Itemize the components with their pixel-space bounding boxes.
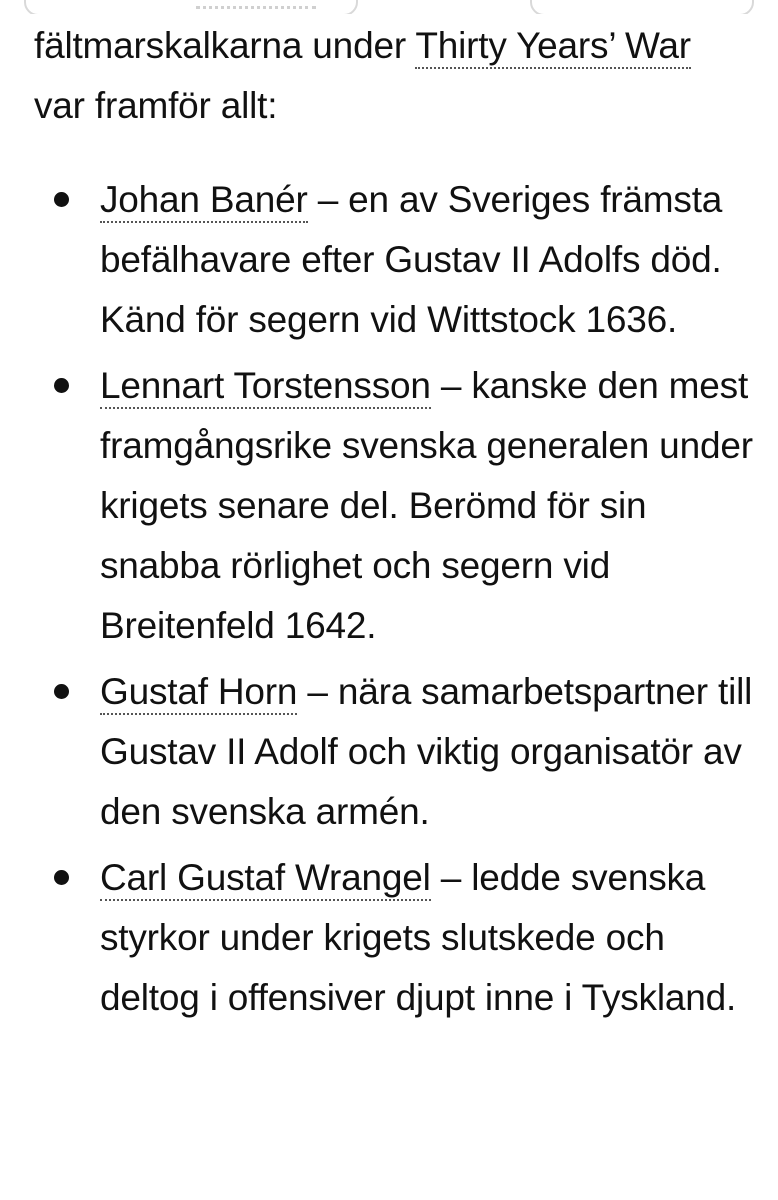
person-link-johan-baner[interactable]: Johan Banér — [100, 179, 308, 223]
intro-prefix: fältmarskalkarna under — [34, 25, 416, 66]
answer-content — [34, 16, 764, 1034]
list-item — [34, 170, 764, 350]
bullet-icon — [54, 378, 69, 393]
list-item — [34, 848, 764, 1028]
bullet-icon — [54, 684, 69, 699]
person-link-gustaf-horn[interactable]: Gustaf Horn — [100, 671, 297, 715]
bullet-icon — [54, 192, 69, 207]
item-description: – ledde svenska styrkor under krigets slutskede och deltog i offensiver djupt inne i Tyskland. — [100, 857, 737, 1018]
intro-paragraph — [34, 16, 764, 136]
thirty-years-war-link[interactable]: Thirty Years’ War — [415, 25, 691, 69]
intro-suffix: var framför allt: — [34, 85, 278, 126]
item-description: – en av Sveriges främsta befälhavare efter Gustav II Adolfs död. Känd för segern vid Wittstock 1636. — [100, 179, 723, 340]
bullet-icon — [54, 870, 69, 885]
list-item — [34, 662, 764, 842]
item-description: – kanske den mest framgångsrike svenska generalen under krigets senare del. Berömd för sin snabba rörlighet och segern vid Breitenfeld 1642. — [100, 365, 753, 646]
field-marshal-list — [34, 170, 764, 1028]
person-link-lennart-torstensson[interactable]: Lennart Torstensson — [100, 365, 431, 409]
item-description: – nära samarbetspartner till Gustav II Adolf och viktig organisatör av den svenska armén. — [100, 671, 753, 832]
source-chip-link-fragment — [196, 0, 316, 9]
top-chip-row — [0, 0, 778, 14]
source-chip-left[interactable] — [24, 0, 358, 14]
list-item — [34, 356, 764, 656]
source-chip-right[interactable] — [530, 0, 754, 14]
person-link-carl-gustaf-wrangel[interactable]: Carl Gustaf Wrangel — [100, 857, 431, 901]
